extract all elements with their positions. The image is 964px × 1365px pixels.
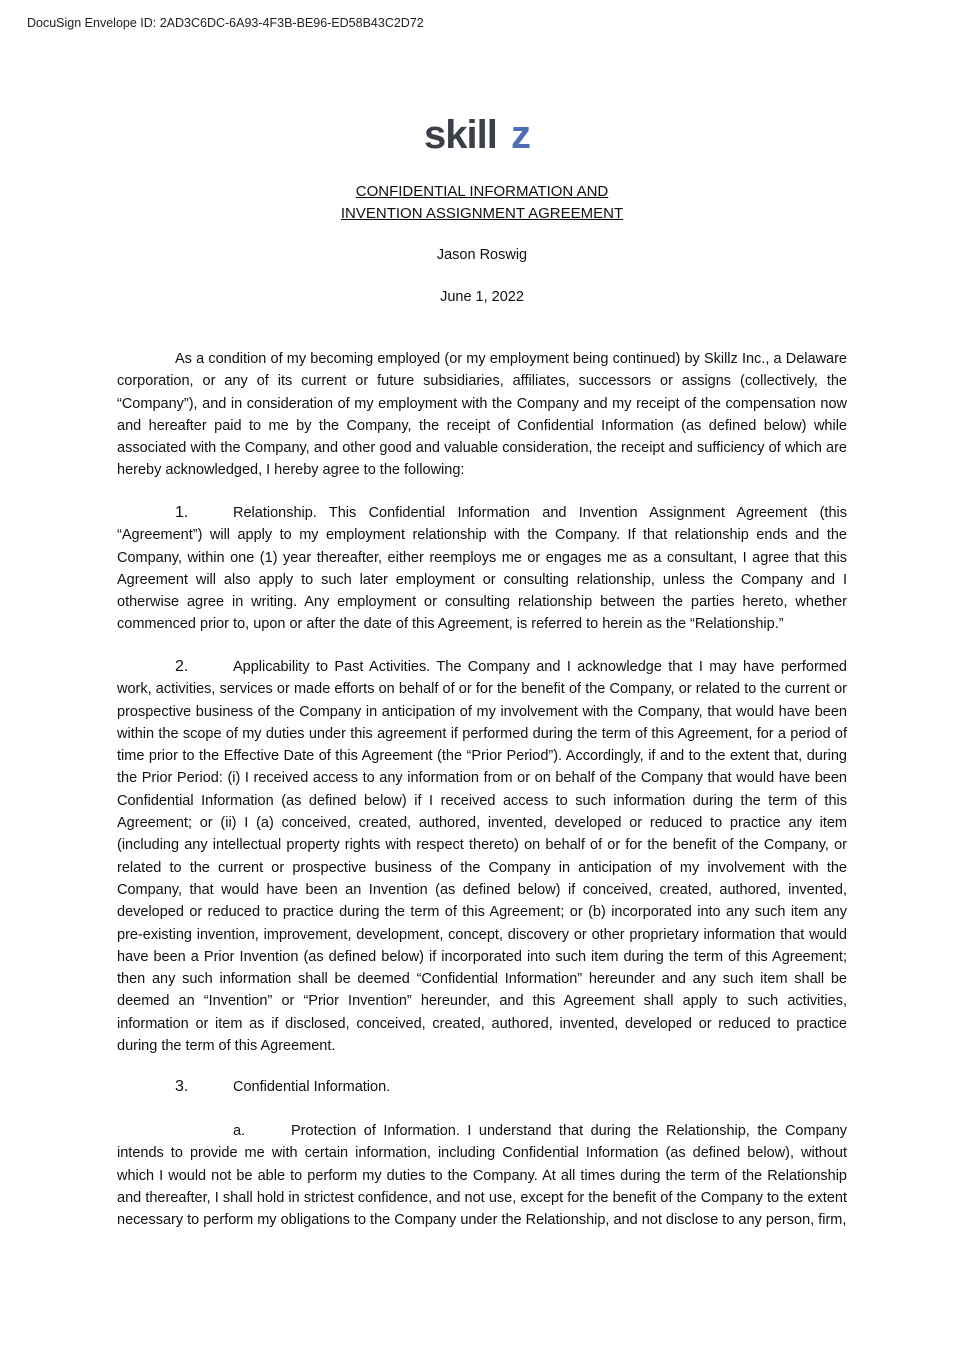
section-3a: [117, 1120, 847, 1231]
skillz-logo-icon: [422, 112, 542, 152]
section-3-number: 3.: [175, 1078, 189, 1095]
section-1-heading: Relationship.: [233, 505, 317, 521]
document-title: [0, 181, 964, 225]
section-2-text: The Company and I acknowledge that I may have performed work, activities, services or made efforts on behalf of or for the benefit of the Company, or related to the current or prospective business of the Company in anticipation of my involvement with the Company, that would have been within the scope of my duties under this agreement if performed during the term of this Agreement, for a period of time prior to the Effective Date of this Agreement (the “Prior Period”). Accordingly, if and to the extent that, during the Prior Period: (i) I received access to any information from or on behalf of the Company that would have been Confidential Information (as defined below) if I received access to such information during the term of this Agreement; or (ii) I (a) conceived, created, authored, invented, developed or reduced to practice any item (including any intellectual property rights with respect thereto) on behalf of or for the benefit of the Company, or related to the current or prospective business of the Company in anticipation of my involvement with the Company, that would have been an Invention (as defined below) if conceived, created, authored, invented, developed or reduced to practice during the term of this Agreement; or (b) incorporated into any such item any pre-existing invention, improvement, development, concept, discovery or other proprietary information that would have been a Prior Invention (as defined below) if incorporated into such item during the term of this Agreement; then any such information shall be deemed “Confidential Information” hereunder and any such item shall be deemed an “Invention” or “Prior Invention” hereunder, and this Agreement shall apply to such activities, information or item as if disclosed, conceived, created, authored, invented, developed or reduced to practice during the term of this Agreement.: [117, 659, 847, 1055]
svg-text:skill: skill: [424, 113, 497, 152]
section-1-text: This Confidential Information and Invention Assignment Agreement (this “Agreement”) will apply to my employment relationship with the Company. If that relationship ends and the Company, within one (1) year thereafter, either reemploys me or engages me as a consultant, I agree that this Agreement will also apply to such later employment or consulting relationship, unless the Company and I otherwise agree in writing. Any employment or consulting relationship between the parties hereto, whether commenced prior to, upon or after the date of this Agreement, is referred to herein as the “Relationship.”: [117, 505, 847, 633]
title-line-2: INVENTION ASSIGNMENT AGREEMENT: [340, 205, 624, 222]
section-3a-text: I understand that during the Relationship, the Company intends to provide me with certain information, including Confidential Information (as defined below), without which I would not be able to perform my duties to the Company. At all times during the term of the Relationship and thereafter, I shall hold in strictest confidence, and not use, except for the benefit of the Company to the extent necessary to perform my obligations to the Company under the Relationship, and not disclose to any person, firm,: [117, 1123, 848, 1229]
section-1-number: 1.: [175, 504, 189, 521]
section-2: [117, 656, 847, 1057]
skillz-logo: [0, 112, 964, 157]
intro-paragraph: [117, 348, 847, 482]
section-3a-heading: Protection of Information.: [291, 1123, 460, 1139]
intro-text: As a condition of my becoming employed (or my employment being continued) by Skillz Inc., a Delaware corporation, or any of its current or future subsidiaries, affiliates, successors or assigns (collectively, the “Company”), and in consideration of my employment with the Company and my receipt of the compensation now and hereafter paid to me by the Company, the receipt of Confidential Information (as defined below) while associated with the Company, and other good and valuable consideration, the receipt and sufficiency of which are hereby acknowledged, I hereby agree to the following:: [117, 351, 847, 479]
svg-text:z: z: [511, 113, 531, 152]
title-line-1: CONFIDENTIAL INFORMATION AND: [355, 183, 609, 200]
section-3: [175, 1078, 390, 1096]
employee-name: Jason Roswig: [436, 247, 528, 263]
section-2-number: 2.: [175, 658, 189, 675]
section-2-heading: Applicability to Past Activities.: [233, 659, 431, 675]
agreement-date: June 1, 2022: [440, 289, 524, 305]
section-3-heading: Confidential Information.: [233, 1079, 391, 1095]
section-3a-label: a.: [233, 1123, 246, 1139]
section-1: [117, 502, 847, 636]
docusign-envelope-id: DocuSign Envelope ID: 2AD3C6DC-6A93-4F3B-BE96-ED58B43C2D72: [27, 16, 424, 30]
